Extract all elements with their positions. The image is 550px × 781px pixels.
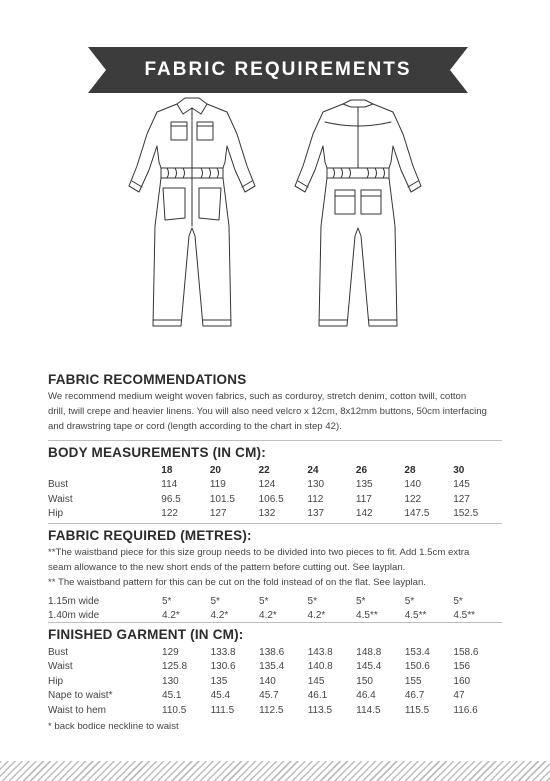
table-cell: 5*	[453, 595, 463, 607]
table-row	[48, 478, 502, 493]
table-cell: 46.7	[404, 690, 425, 702]
table-cell: 135	[210, 675, 228, 687]
table-row	[48, 660, 502, 675]
fabric-required-notes	[48, 545, 502, 590]
finished-garment-footnote: * back bodice neckline to waist	[48, 720, 179, 732]
recommendations-line: drill, twill crepe and heavier linens. You will also need velcro x 12cm, 8x12mm buttons, 50cm interfacing	[48, 406, 487, 417]
table-cell: 125.8	[162, 661, 188, 673]
table-cell: 155	[404, 675, 422, 687]
size-header: 28	[404, 464, 416, 476]
row-label: Hip	[48, 675, 64, 687]
row-label: 1.15m wide	[48, 595, 100, 607]
table-cell: 129	[162, 646, 179, 658]
table-cell: 152.5	[453, 508, 479, 520]
table-cell: 143.8	[307, 646, 333, 658]
fabric-recommendations-text	[48, 389, 502, 434]
table-row	[48, 609, 502, 624]
fabric-recommendations-section	[48, 372, 502, 434]
row-label: Waist	[48, 661, 73, 673]
table-cell: 127	[453, 493, 470, 505]
table-row	[48, 703, 502, 718]
table-row	[48, 689, 502, 704]
table-cell: 145.4	[356, 661, 382, 673]
note-line: **The waistband piece for this size group needs to be divided into two pieces to fit. Add 1.5cm extra	[48, 547, 470, 558]
decorative-stripe-border	[0, 761, 550, 781]
table-cell: 135.4	[259, 661, 285, 673]
body-measurements-heading: BODY MEASUREMENTS (IN CM):	[48, 445, 266, 460]
table-row	[48, 674, 502, 689]
jumpsuit-back-illustration	[295, 100, 421, 326]
table-row	[48, 594, 502, 609]
table-cell: 5*	[259, 595, 269, 607]
recommendations-line: We recommend medium weight woven fabrics, such as corduroy, stretch denim, cotton twill, cotton	[48, 391, 467, 402]
table-cell: 158.6	[453, 646, 479, 658]
table-cell: 140	[259, 675, 276, 687]
fabric-required-table	[48, 594, 502, 623]
finished-garment-section	[48, 627, 502, 734]
fabric-required-heading: FABRIC REQUIRED (METRES):	[48, 528, 252, 543]
table-row	[48, 507, 502, 522]
size-header: 18	[161, 464, 173, 476]
table-cell: 148.8	[356, 646, 382, 658]
size-header: 20	[209, 464, 221, 476]
row-label: Nape to waist*	[48, 690, 113, 702]
table-row	[48, 645, 502, 660]
table-cell: 114.5	[356, 704, 381, 716]
divider	[48, 523, 502, 524]
table-row	[48, 492, 502, 507]
table-cell: 46.4	[356, 690, 376, 702]
table-cell: 110.5	[162, 704, 187, 716]
table-cell: 45.1	[162, 690, 182, 702]
table-cell: 4.5**	[404, 610, 427, 622]
finished-garment-heading: FINISHED GARMENT (IN CM):	[48, 627, 244, 642]
row-label: Bust	[48, 646, 69, 658]
table-cell: 46.1	[307, 690, 328, 702]
table-cell: 117	[355, 493, 372, 505]
table-cell: 4.2*	[259, 610, 277, 622]
row-label: Waist to hem	[48, 704, 106, 716]
table-cell: 4.5**	[453, 610, 476, 622]
table-cell: 127	[209, 508, 227, 520]
body-measurements-table	[48, 463, 502, 521]
table-cell: 122	[161, 508, 178, 520]
table-cell: 119	[209, 479, 226, 491]
table-cell: 113.5	[307, 704, 333, 716]
table-cell: 133.8	[210, 646, 236, 658]
table-cell: 4.2*	[161, 610, 180, 622]
table-cell: 4.2*	[307, 610, 326, 622]
size-header: 24	[307, 464, 319, 476]
table-cell: 45.7	[259, 690, 279, 702]
divider	[48, 440, 502, 441]
table-cell: 130	[162, 675, 179, 687]
table-cell: 5*	[307, 595, 317, 607]
row-label: Waist	[48, 493, 73, 505]
table-cell: 115.5	[404, 704, 430, 716]
recommendations-line: and drawstring tape or cord (length according to the chart in step 42).	[48, 421, 342, 432]
table-cell: 5*	[161, 595, 172, 607]
size-header: 30	[453, 464, 465, 476]
table-cell: 145	[453, 479, 470, 491]
page-title: FABRIC REQUIREMENTS	[144, 59, 412, 80]
table-cell: 153.4	[404, 646, 430, 658]
table-cell: 47	[453, 690, 465, 702]
table-cell: 142	[355, 508, 373, 520]
table-cell: 135	[355, 479, 373, 491]
table-cell: 4.5**	[356, 610, 378, 622]
table-cell: 5*	[356, 595, 366, 607]
table-cell: 114	[161, 479, 178, 491]
table-cell: 111.5	[210, 704, 235, 716]
table-cell: 147.5	[404, 508, 430, 520]
fabric-recommendations-heading: FABRIC RECOMMENDATIONS	[48, 372, 247, 387]
jumpsuit-illustration	[115, 96, 435, 336]
row-label: Hip	[48, 508, 64, 520]
table-cell: 101.5	[209, 493, 235, 505]
table-cell: 138.6	[259, 646, 285, 658]
table-cell: 112.5	[259, 704, 284, 716]
table-cell: 150.6	[404, 661, 430, 673]
jumpsuit-front-illustration	[129, 98, 255, 326]
table-cell: 130	[307, 479, 325, 491]
table-cell: 160	[453, 675, 471, 687]
table-cell: 122	[404, 493, 422, 505]
body-measurements-section	[48, 445, 502, 521]
table-cell: 45.4	[210, 690, 231, 702]
table-cell: 106.5	[258, 493, 284, 505]
row-label: Bust	[48, 479, 69, 491]
row-label: 1.40m wide	[48, 610, 100, 622]
table-cell: 156	[453, 661, 471, 673]
table-cell: 137	[307, 508, 325, 520]
table-cell: 4.2*	[210, 610, 229, 622]
divider	[48, 622, 502, 623]
table-cell: 116.6	[453, 704, 478, 716]
size-header: 26	[355, 464, 368, 476]
table-cell: 140.8	[307, 661, 333, 673]
table-cell: 124	[258, 479, 276, 491]
table-cell: 5*	[404, 595, 415, 607]
table-cell: 112	[307, 493, 324, 505]
size-header-blank	[48, 463, 161, 478]
size-header-row	[48, 463, 502, 478]
note-line: seam allowance to the new short ends of the pattern before cutting out. See layplan.	[48, 562, 406, 573]
fabric-required-section	[48, 528, 502, 623]
table-cell: 140	[404, 479, 422, 491]
table-cell: 132	[258, 508, 276, 520]
table-cell: 145	[307, 675, 325, 687]
table-cell: 96.5	[161, 493, 181, 505]
table-cell: 130.6	[210, 661, 236, 673]
size-header: 22	[258, 464, 270, 476]
note-line: ** The waistband pattern for this can be cut on the fold instead of on the flat. See layplan.	[48, 577, 426, 588]
table-cell: 150	[356, 675, 373, 687]
title-banner	[88, 47, 468, 93]
finished-garment-table	[48, 645, 502, 718]
table-cell: 5*	[210, 595, 220, 607]
